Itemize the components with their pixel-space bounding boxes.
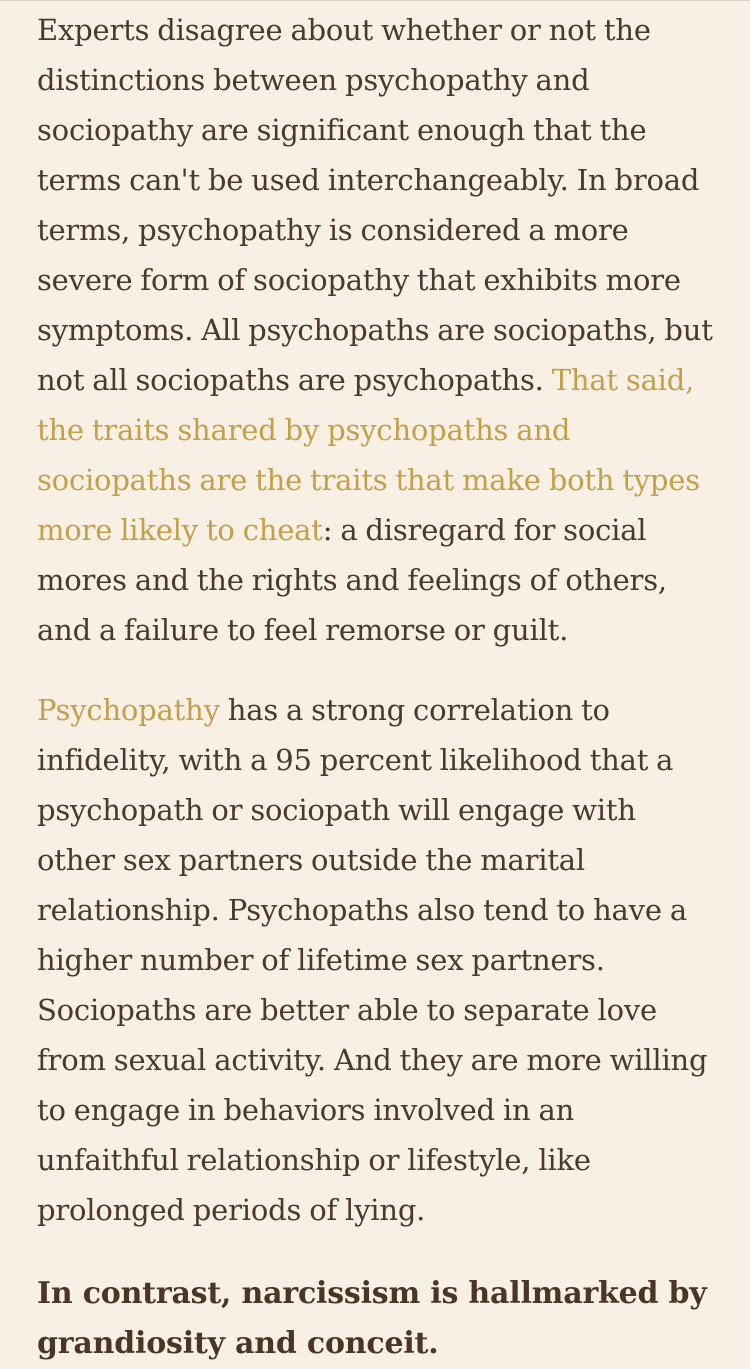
paragraph-distinctions (37, 1, 714, 655)
article-body (0, 1, 750, 1369)
paragraph-text: Experts disagree about whether or not the distinctions between psychopathy and sociopathy are significant enough that the terms can't be used interchangeably. In broad terms, psychopathy is considered a more severe form of sociopathy that exhibits more symptoms. All psychopaths are sociopaths, but not all sociopaths are psychopaths. (37, 13, 713, 397)
paragraph-text: : a disregard for social mores and the rights and feelings of others, and a failure to feel remorse or guilt. (37, 513, 667, 647)
cheating-traits-link[interactable]: That said, the traits shared by psychopaths and sociopaths are the traits that make both types more likely to cheat (37, 363, 700, 547)
psychopathy-link[interactable]: Psychopathy (37, 693, 220, 727)
paragraph-text: has a strong correlation to infidelity, with a 95 percent likelihood that a psychopath or sociopath will engage with other sex partners outside the marital relationship. Psychopaths also tend to have a higher number of lifetime sex partners. Sociopaths are better able to separate love from sexual activity. And they are more willing to engage in behaviors involved in an unfaithful relationship or lifestyle, like prolonged periods of lying. (37, 693, 708, 1227)
paragraph-infidelity (37, 685, 714, 1235)
section-subheading: In contrast, narcissism is hallmarked by grandiosity and conceit. (37, 1276, 707, 1361)
